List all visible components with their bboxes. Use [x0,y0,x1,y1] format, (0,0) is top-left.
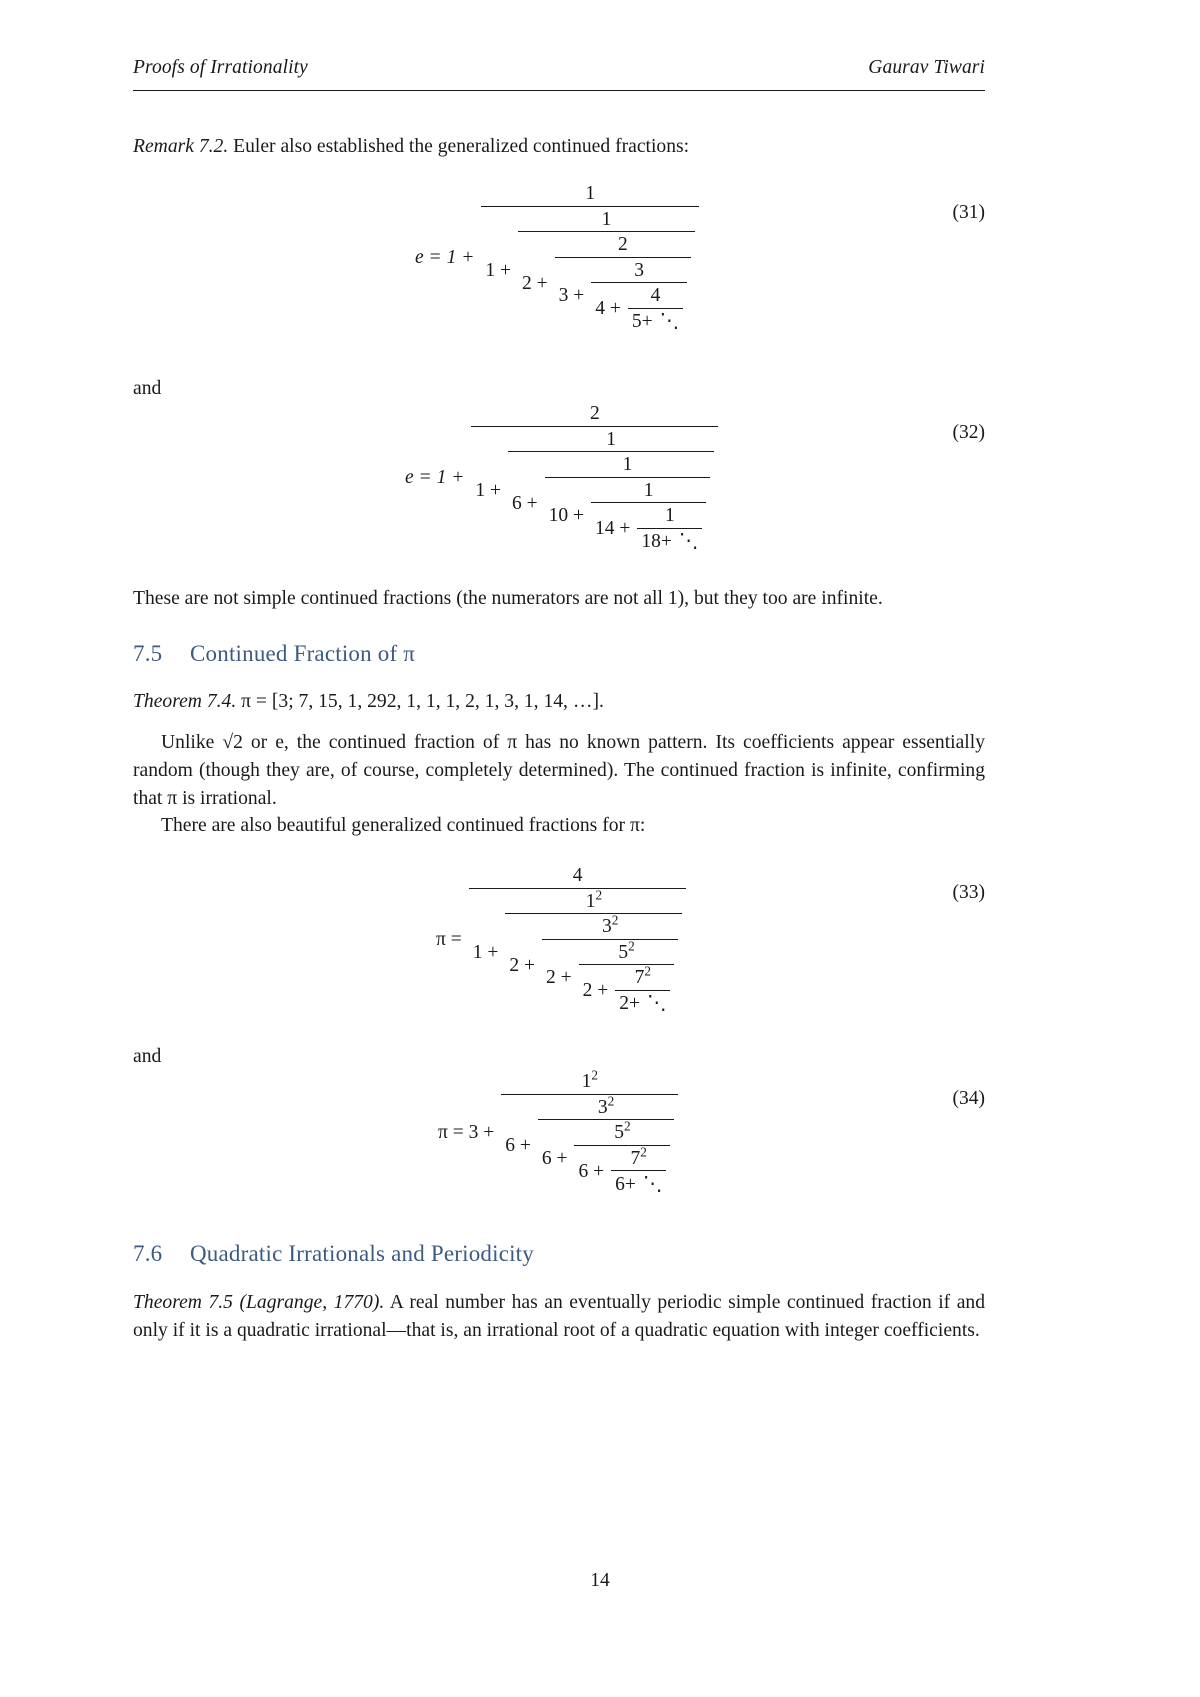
eq33-numerator-2 [505,887,682,914]
eq31-term-4: 4 + [595,298,621,320]
eq32-term-2: 6 + [511,492,538,514]
eq34-numerator-4-exponent: 2 [640,1144,647,1159]
eq31-level-3 [555,235,692,332]
eq34-denominator-4 [611,1170,666,1194]
eq32-denominator-4 [591,502,706,552]
eq31-denominator-1 [481,206,699,332]
eq32-numerator-2: 1 [606,428,617,450]
equation-33-tag: (33) [952,882,985,903]
eq34-term-1: 6 + [505,1135,531,1157]
eq34-numerator-3 [574,1118,670,1145]
equation-31-formula [415,184,699,332]
theorem-7-4-statement: π = [3; 7, 15, 1, 292, 1, 1, 1, 2, 1, 3, 1, 14, …]. [241,691,604,712]
connector-and-2-text: and [133,1046,162,1067]
remark-7-2-block [133,133,985,161]
section-7-5-title: Continued Fraction of π [190,641,416,666]
equation-31-block [133,180,985,365]
equation-31-tag: (31) [952,202,985,223]
eq34-numerator-1 [501,1067,678,1094]
page-number: 14 [590,1570,610,1591]
eq32-denominator-3 [545,477,711,552]
eq33-level-5 [615,963,670,1015]
eq31-numerator-3: 2 [617,234,628,255]
eq31-level-2 [518,210,695,332]
eq33-numerator-3 [542,912,679,939]
eq33-numerator-5 [615,963,670,990]
eq33-denominator-3 [542,939,679,1014]
eq33-numerator-5-base: 7 [634,967,645,988]
eq34-denominator-2 [538,1119,675,1194]
eq33-term-3: 2 + [545,967,572,989]
beautiful-paragraph: There are also beautiful generalized continued fractions for π: [161,815,646,836]
theorem-7-4-label: Theorem 7.4. [133,691,237,712]
header-title-left: Proofs of Irrationality [133,57,308,78]
eq34-denominator-3 [574,1145,670,1195]
theorem-7-4-block [133,688,985,716]
eq33-numerator-4-base: 5 [618,941,629,963]
eq33-numerator-2-exponent: 2 [595,887,603,902]
not-simple-paragraph: These are not simple continued fractions (the numerators are not all 1), but they too are infinite. [133,588,883,609]
equation-32-block [133,400,985,585]
header-author-right: Gaurav Tiwari [868,57,985,78]
eq33-level-2 [505,887,682,1015]
equation-33-block [133,862,985,1032]
eq31-numerator-4: 3 [634,259,645,281]
connector-and-2 [133,1043,985,1071]
continued-fraction-e-2 [405,403,718,553]
eq34-level-1 [501,1067,678,1195]
unlike-paragraph: Unlike √2 or e, the continued fraction of π has no known pattern. Its coefficients appear essentially random (though they are, of course, completely determined). The continued fraction is infinite, confirming that π is irrational. [133,732,985,809]
eq32-denominator-1 [471,426,718,552]
eq33-denominator-5 [615,990,670,1014]
eq32-lead: e = 1 + [405,467,465,489]
eq33-level-4 [579,938,675,1015]
theorem-7-5-block [133,1289,985,1345]
eq33-term-4: 2 + [582,980,609,1002]
eq32-level-5 [637,506,702,552]
eq31-tail: 5+ [631,311,653,333]
eq31-term-1: 1 + [485,259,511,281]
section-7-5-number: 7.5 [133,641,163,666]
eq34-level-3 [574,1118,670,1195]
eq31-ddots-icon: ⋱ [659,311,680,333]
eq34-numerator-2-exponent: 2 [607,1093,615,1108]
eq32-level-4 [591,481,706,552]
eq33-numerator-2-base: 1 [585,890,596,912]
eq33-level-1 [469,866,687,1014]
eq31-level-4 [591,261,687,332]
eq33-term-1: 1 + [472,941,499,963]
eq31-denominator-5 [628,308,683,332]
eq34-numerator-3-exponent: 2 [623,1118,631,1134]
eq31-denominator-3 [555,257,692,332]
eq31-denominator-2 [518,231,695,332]
eq34-denominator-1 [501,1094,678,1195]
eq32-numerator-3: 1 [622,454,633,475]
eq32-tail: 18+ [641,531,672,553]
unlike-paragraph-block [133,729,985,812]
section-7-6-title: Quadratic Irrationals and Periodicity [190,1241,534,1266]
beautiful-paragraph-block [133,812,985,840]
section-heading-7-6 [133,1241,534,1267]
eq31-level-5 [628,286,683,332]
eq31-numerator-2: 1 [601,208,612,230]
section-heading-7-5 [133,641,415,667]
equation-34-tag: (34) [952,1088,985,1109]
theorem-7-5-label: Theorem 7.5 (Lagrange, 1770). [133,1292,385,1313]
eq33-ddots-icon: ⋱ [646,993,667,1015]
eq32-term-1: 1 + [475,479,501,501]
eq31-numerator-1: 1 [585,183,596,204]
eq33-numerator-3-exponent: 2 [611,912,619,928]
eq32-numerator-1: 2 [589,403,600,424]
eq32-term-3: 10 + [548,505,584,527]
equation-33-formula [436,866,686,1014]
eq34-numerator-1-base: 1 [581,1071,592,1092]
eq32-term-4: 14 + [594,518,631,540]
connector-and-1 [133,375,985,403]
eq32-level-3 [545,455,711,552]
eq31-numerator-5: 4 [650,285,661,306]
eq33-denominator-2 [505,913,682,1014]
theorem-7-5-statement: A real number has an eventually periodic simple continued fraction if and only if it is a quadratic irrational—that is, an irrational root of a quadratic equation with integer coefficients. [133,1292,985,1341]
equation-34-formula [438,1067,678,1195]
eq32-ddots-icon: ⋱ [678,531,699,553]
eq31-level-1 [481,184,699,332]
continued-fraction-e-1 [415,183,699,333]
eq33-numerator-5-exponent: 2 [644,963,652,979]
theorem-7-5-paragraph [133,1289,985,1345]
equation-32-tag: (32) [952,422,985,443]
eq33-numerator-4 [579,938,675,965]
eq32-denominator-2 [508,451,714,552]
eq34-numerator-3-base: 5 [614,1122,624,1143]
eq32-level-1 [471,404,718,552]
eq34-numerator-1-exponent: 2 [591,1067,598,1083]
continued-fraction-pi-2 [438,1067,678,1195]
section-7-6-number: 7.6 [133,1241,163,1266]
continued-fraction-pi-1 [436,865,686,1015]
eq34-numerator-4-base: 7 [630,1147,641,1169]
eq33-term-2: 2 + [509,954,535,976]
eq32-level-2 [508,430,714,552]
eq31-term-3: 3 + [558,285,585,307]
eq33-tail: 2+ [619,993,640,1015]
header-rule [133,90,985,91]
eq31-denominator-4 [591,282,687,332]
equation-34-block [133,1068,985,1238]
eq32-denominator-5 [637,528,702,552]
connector-and-1-text: and [133,378,162,399]
not-simple-paragraph-block [133,585,985,613]
eq33-level-3 [542,912,679,1015]
eq33-numerator-4-exponent: 2 [628,938,635,953]
eq34-numerator-2 [538,1093,675,1120]
eq31-lead: e = 1 + [415,247,475,269]
eq34-lead: π = 3 + [438,1122,495,1144]
equation-32-formula [405,404,718,552]
theorem-7-4-paragraph [133,688,985,716]
remark-7-2-text: Euler also established the generalized continued fractions: [233,136,690,157]
eq31-term-2: 2 + [521,272,548,294]
eq34-level-4 [611,1144,666,1195]
eq34-term-2: 6 + [541,1147,568,1169]
eq32-numerator-4: 1 [643,479,654,501]
eq34-level-2 [538,1093,675,1195]
eq34-numerator-4 [611,1144,666,1171]
remark-7-2-paragraph [133,133,985,161]
eq33-lead: π = [436,929,462,951]
eq33-denominator-4 [579,964,675,1014]
eq34-numerator-2-base: 3 [597,1096,608,1118]
eq34-ddots-icon: ⋱ [642,1173,663,1195]
remark-7-2-label: Remark 7.2. [133,136,229,157]
eq34-tail: 6+ [615,1173,636,1195]
eq33-numerator-1: 4 [572,865,583,886]
eq32-numerator-5: 1 [664,505,675,526]
eq33-denominator-1 [469,888,687,1014]
running-header [133,57,985,79]
eq34-term-3: 6 + [578,1160,605,1182]
eq33-numerator-3-base: 3 [602,916,612,937]
